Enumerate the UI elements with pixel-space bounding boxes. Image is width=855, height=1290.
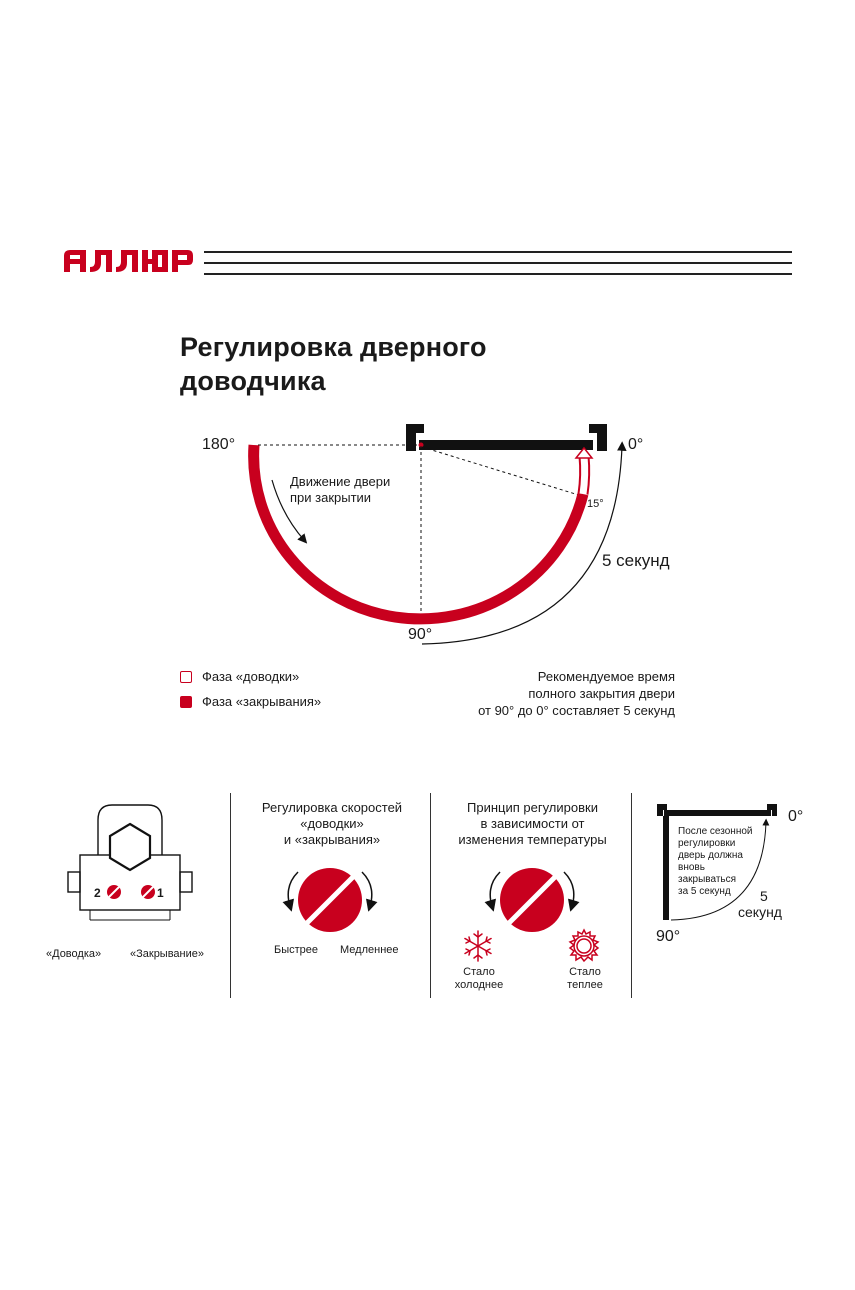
panel2-caption	[242, 800, 422, 848]
hex-nut-icon	[110, 824, 150, 870]
movement-line-1: Движение двери	[290, 474, 391, 489]
divider-1	[230, 793, 231, 998]
title-line-1: Регулировка дверного	[180, 332, 487, 362]
valve-label-right: «Закрывание»	[130, 948, 205, 960]
label-180: 180°	[202, 436, 236, 453]
door-leaf-small	[664, 810, 771, 816]
warmer-line-1: Стало	[569, 966, 601, 978]
legend-hollow-swatch	[180, 671, 192, 683]
guide-15	[422, 447, 582, 496]
sun-icon	[566, 928, 602, 964]
note-line-3: дверь должна	[678, 850, 743, 861]
panel3-caption	[440, 800, 625, 848]
colder-line-1: Стало	[463, 966, 495, 978]
header-rule-middle	[204, 262, 792, 264]
panel3-line-3: изменения температуры	[458, 832, 607, 847]
movement-line-2: при закрытии	[290, 490, 372, 505]
colder-line-2: холоднее	[454, 979, 504, 991]
seconds-word: секунд	[738, 904, 782, 920]
label-15: 15°	[587, 498, 604, 510]
door-closing-diagram	[0, 400, 855, 660]
note-line-6: за 5 секунд	[678, 886, 731, 897]
note-line-4: вновь	[678, 862, 705, 873]
note-line-5: закрываться	[678, 874, 737, 885]
door-leaf	[419, 440, 593, 450]
panel4-label-0: 0°	[788, 808, 804, 825]
faster-label: Быстрее	[274, 944, 319, 956]
page-title	[180, 330, 487, 398]
warmer-line-2: теплее	[567, 979, 603, 991]
panel3-line-1: Принцип регулировки	[467, 800, 598, 815]
warmer-label	[560, 966, 610, 992]
brand-logo	[62, 248, 194, 274]
label-0: 0°	[628, 436, 644, 453]
panel4-label-90: 90°	[656, 928, 681, 945]
closing-phase-arc	[254, 445, 583, 619]
panel2-line-2: «доводки»	[300, 816, 364, 831]
seconds-label: 5 секунд	[602, 551, 670, 570]
panel2-line-3: и «закрывания»	[283, 832, 381, 847]
label-90: 90°	[408, 626, 433, 643]
legend-closing-label: Фаза «доводки»	[202, 669, 300, 684]
closer-body-illustration	[60, 800, 200, 930]
speed-valve-illustration	[278, 862, 388, 936]
divider-3	[631, 793, 632, 998]
legend-closing	[180, 669, 299, 684]
header-rule-top	[204, 251, 792, 253]
panel2-line-1: Регулировка скоростей	[261, 800, 403, 815]
rec-line-2: полного закрытия двери	[528, 686, 675, 701]
rotate-ccw-arrow-icon	[288, 872, 298, 906]
recommendation-text	[478, 668, 675, 719]
colder-label	[452, 966, 506, 992]
slower-label: Медленнее	[340, 944, 399, 956]
legend-latch	[180, 694, 321, 709]
snowflake-icon	[460, 928, 496, 964]
rec-line-3: от 90° до 0° составляет 5 секунд	[478, 703, 675, 718]
title-line-2: доводчика	[180, 366, 326, 396]
rotate-cw-arrow-icon	[362, 872, 372, 906]
note-line-1: После сезонной	[678, 826, 753, 837]
seconds-number: 5	[760, 888, 768, 904]
movement-label	[290, 474, 390, 506]
panel4-seconds	[738, 888, 782, 920]
valve-label-left: «Доводка»	[46, 948, 102, 960]
note-line-2: регулировки	[678, 838, 736, 849]
rec-line-1: Рекомендуемое время	[537, 669, 675, 684]
legend-latch-label: Фаза «закрывания»	[202, 694, 322, 709]
divider-2	[430, 793, 431, 998]
header-rule-bottom	[204, 273, 792, 275]
panel3-line-2: в зависимости от	[480, 816, 585, 831]
valve-1-number: 1	[157, 886, 164, 900]
door-open-small	[663, 816, 669, 920]
temperature-valve-illustration	[480, 862, 590, 936]
valve-2-number: 2	[94, 886, 101, 900]
legend-filled-swatch	[180, 696, 192, 708]
